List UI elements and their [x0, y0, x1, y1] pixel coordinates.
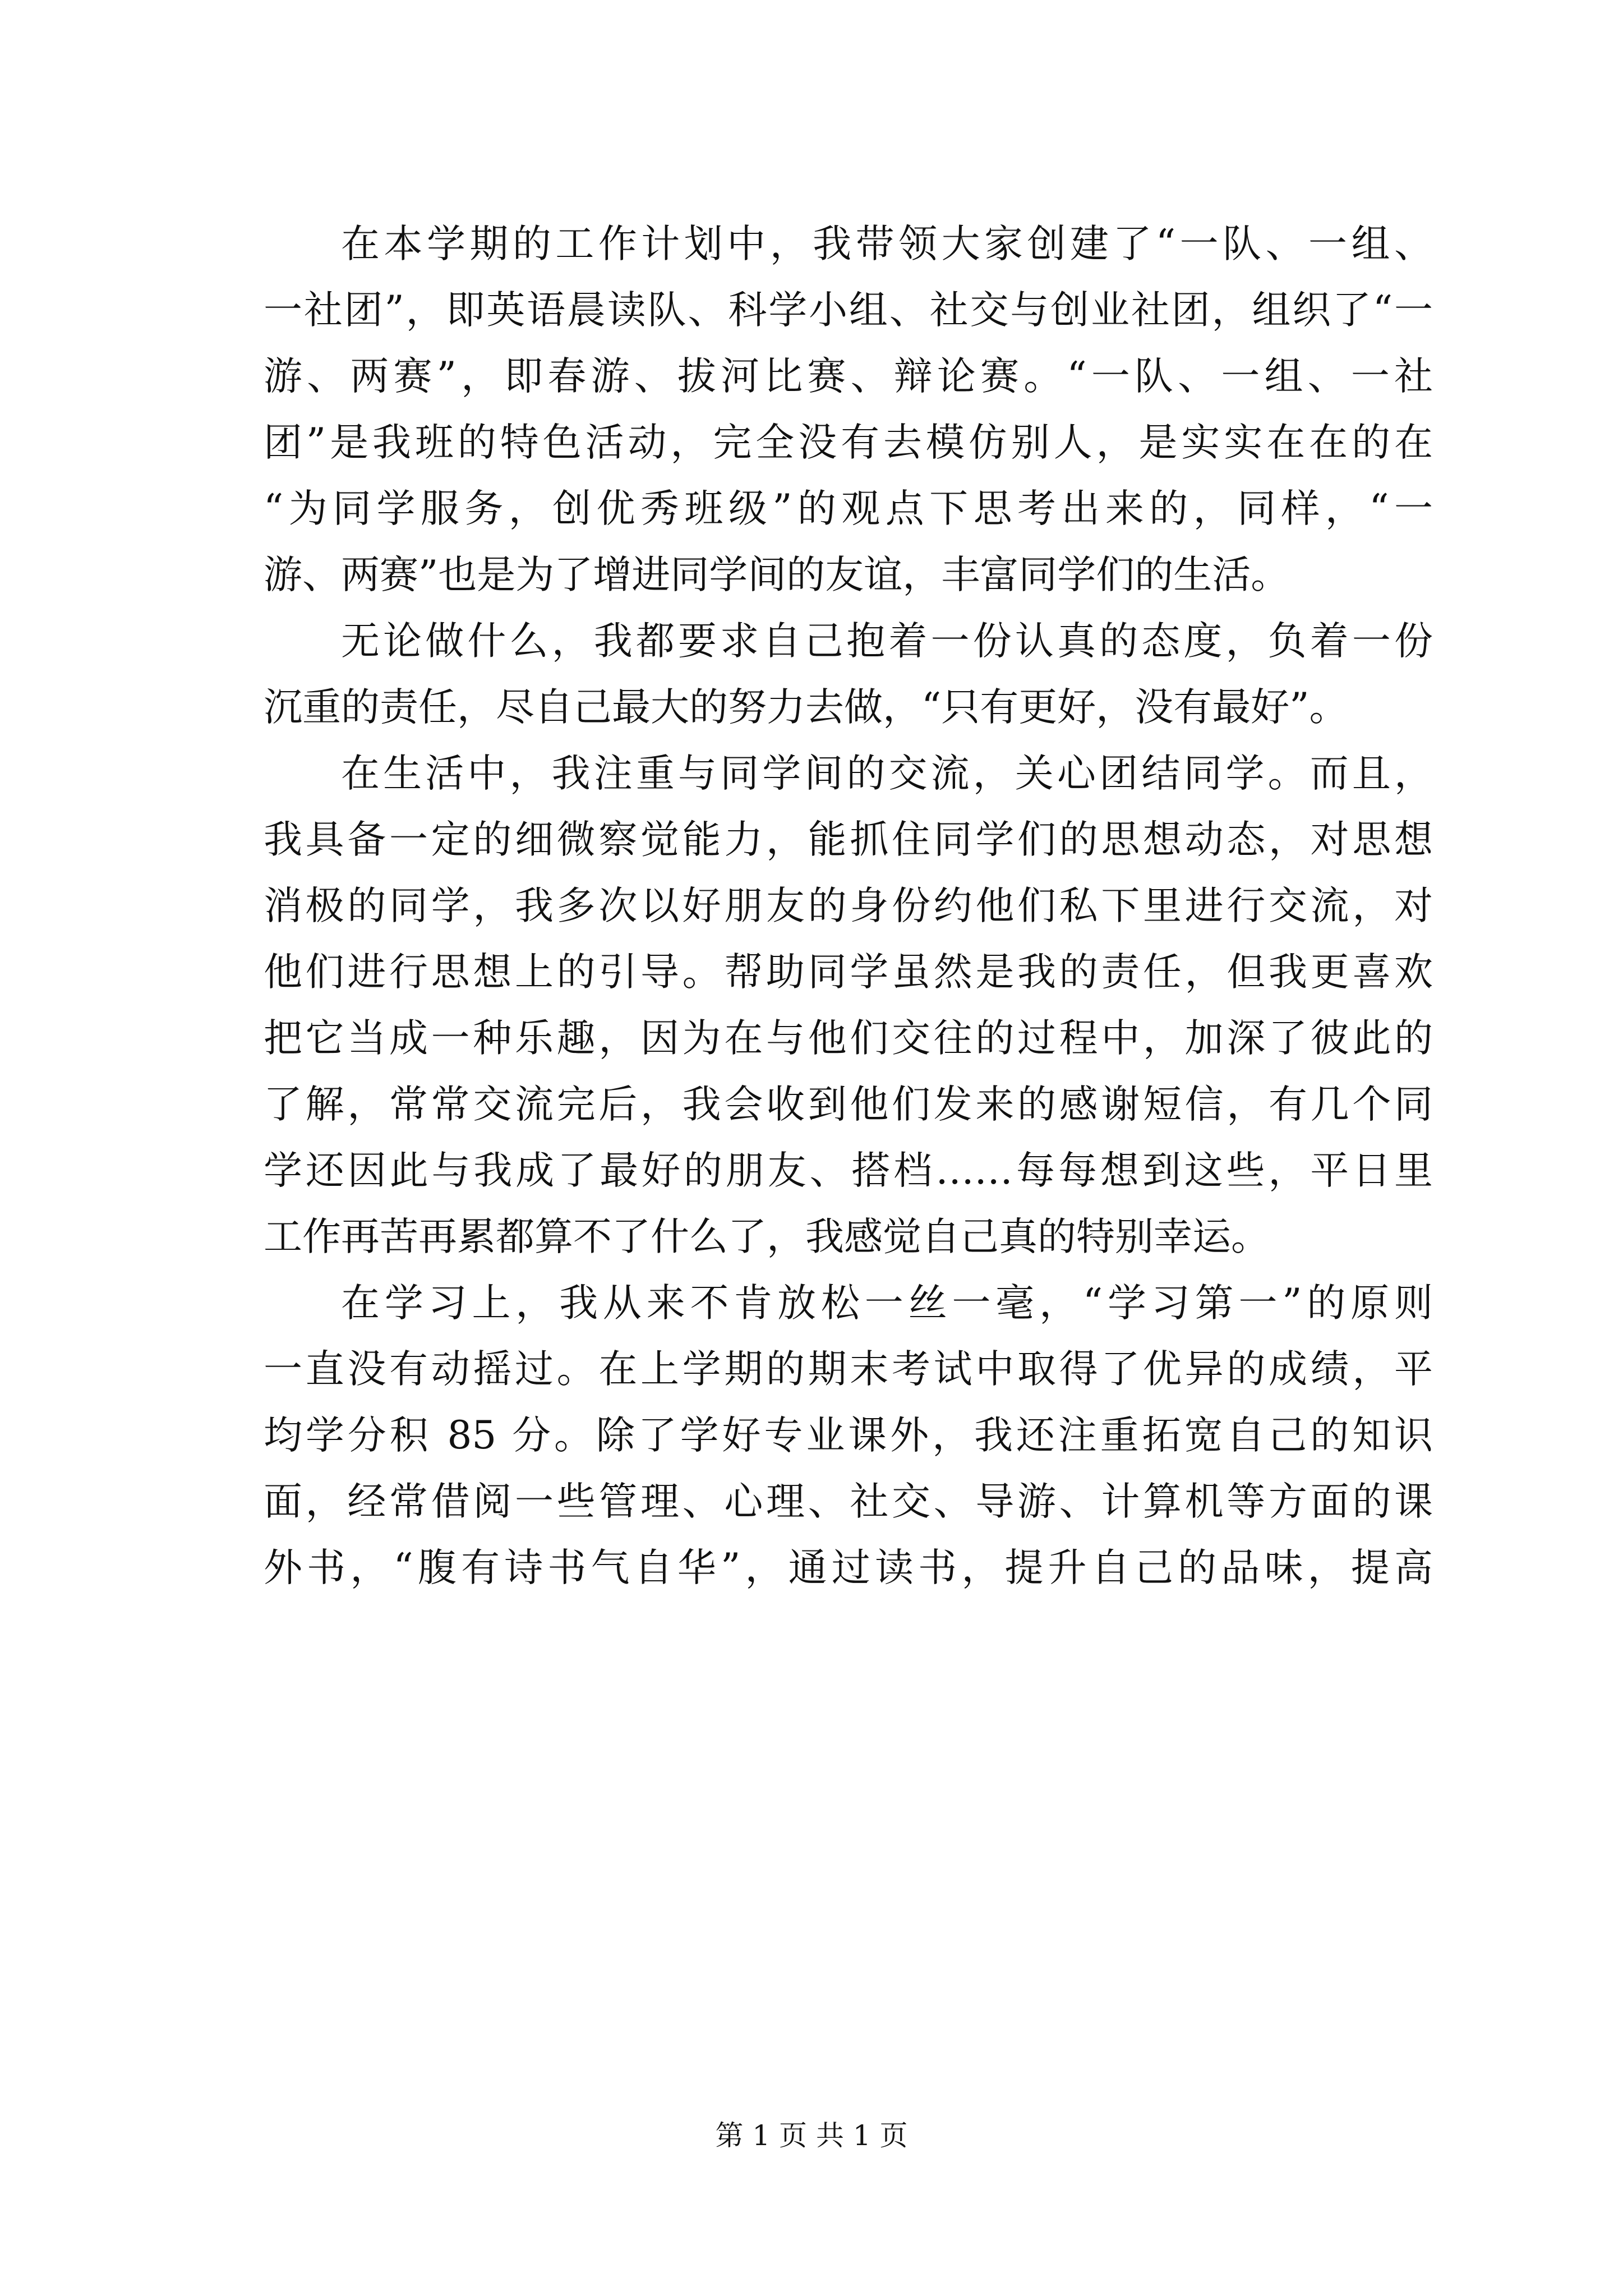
text-line: 学还因此与我成了最好的朋友、搭档……每每想到这些，平日里: [264, 1148, 1433, 1193]
text-line: 在生活中，我注重与同学间的交流，关心团结同学。而且，: [341, 751, 1433, 796]
text-line: 游、两赛”，即春游、拔河比赛、辩论赛。“一队、一组、一社: [264, 354, 1433, 399]
page-number: 第 1 页 共 1 页: [715, 2119, 908, 2152]
text-line: 在本学期的工作计划中，我带领大家创建了“一队、一组、: [341, 222, 1433, 266]
text-line: 游、两赛”也是为了增进同学间的友谊，丰富同学们的生活。: [264, 553, 1290, 597]
text-line: 沉重的责任，尽自己最大的努力去做，“只有更好，没有最好”。: [264, 685, 1348, 730]
text-line: 一社团”，即英语晨读队、科学小组、社交与创业社团，组织了“一: [264, 288, 1433, 333]
text-line: 均学分积 85 分。除了学好专业课外，我还注重拓宽自己的知识: [264, 1413, 1433, 1458]
text-line: 了解，常常交流完后，我会收到他们发来的感谢短信，有几个同: [264, 1082, 1433, 1127]
text-line: 无论做什么，我都要求自己抱着一份认真的态度，负着一份: [341, 619, 1433, 664]
text-line: 消极的同学，我多次以好朋友的身份约他们私下里进行交流，对: [264, 884, 1433, 928]
text-line: 我具备一定的细微察觉能力，能抓住同学们的思想动态，对思想: [264, 817, 1433, 862]
text-line: 面，经常借阅一些管理、心理、社交、导游、计算机等方面的课: [264, 1479, 1433, 1524]
text-line: 工作再苦再累都算不了什么了，我感觉自己真的特别幸运。: [264, 1214, 1270, 1259]
text-line: 他们进行思想上的引导。帮助同学虽然是我的责任，但我更喜欢: [264, 950, 1433, 995]
page-footer: [0, 2116, 1623, 2155]
text-line: 团”是我班的特色活动，完全没有去模仿别人，是实实在在的在: [264, 420, 1433, 465]
text-line: 一直没有动摇过。在上学期的期末考试中取得了优异的成绩，平: [264, 1347, 1433, 1392]
text-line: 把它当成一种乐趣，因为在与他们交往的过程中，加深了彼此的: [264, 1016, 1433, 1061]
text-line: “为同学服务，创优秀班级”的观点下思考出来的，同样，“一: [264, 486, 1433, 531]
text-line: 在学习上，我从来不肯放松一丝一毫，“学习第一”的原则: [341, 1281, 1433, 1326]
text-line: 外书，“腹有诗书气自华”，通过读书，提升自己的品味，提高: [264, 1545, 1433, 1590]
